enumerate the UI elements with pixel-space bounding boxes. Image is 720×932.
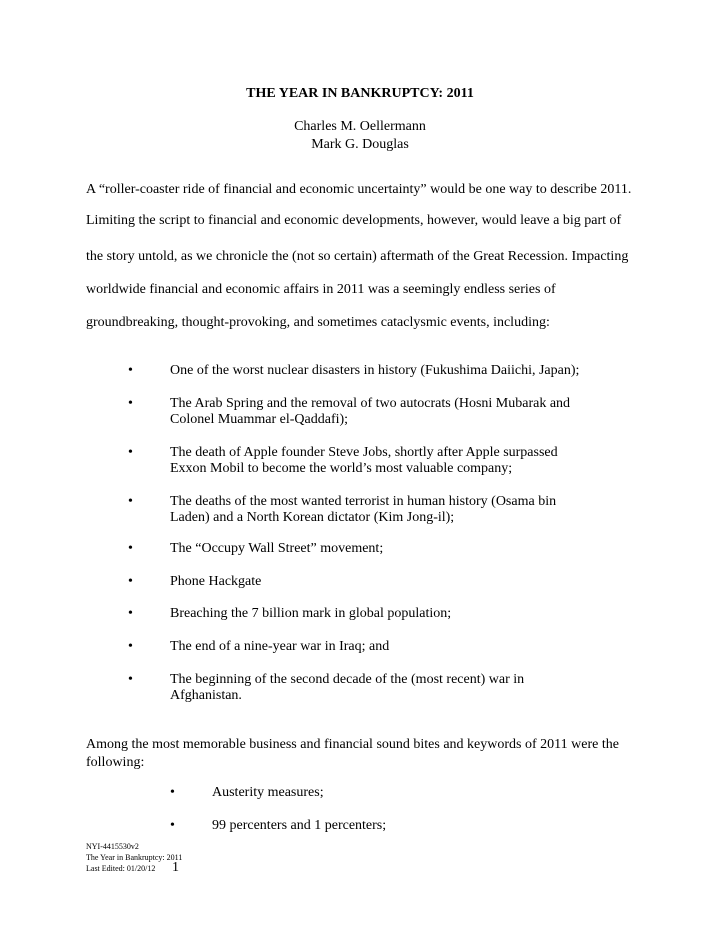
bullet-glyph: • xyxy=(128,445,133,460)
bullet-glyph: • xyxy=(128,672,133,687)
bullet-glyph: • xyxy=(128,574,133,589)
intro-paragraph-line: A “roller-coaster ride of financial and economic uncertainty” would be one way to describe 2011. xyxy=(86,182,632,197)
bullet-glyph: • xyxy=(170,818,175,833)
intro-paragraph-line: groundbreaking, thought-provoking, and sometimes cataclysmic events, including: xyxy=(86,315,550,330)
list-item-text: Laden) and a North Korean dictator (Kim Jong-il); xyxy=(170,510,455,525)
intro-paragraph-line: the story untold, as we chronicle the (not so certain) aftermath of the Great Recession. Impacting xyxy=(86,249,629,264)
bullet-glyph: • xyxy=(128,541,133,556)
bullet-glyph: • xyxy=(128,363,133,378)
author-name: Charles M. Oellermann xyxy=(294,119,426,134)
list-item-text: The beginning of the second decade of the (most recent) war in xyxy=(170,672,525,687)
intro-paragraph-line: worldwide financial and economic affairs in 2011 was a seemingly endless series of xyxy=(86,282,556,297)
list-item-text: Breaching the 7 billion mark in global population; xyxy=(170,606,452,621)
closing-paragraph: Among the most memorable business and financial sound bites and keywords of 2011 were the following: xyxy=(86,737,619,770)
footer-doc-title: The Year in Bankruptcy: 2011 xyxy=(86,853,183,862)
list-item-text: The “Occupy Wall Street” movement; xyxy=(170,541,384,556)
bullet-glyph: • xyxy=(170,785,175,800)
list-item-text: The deaths of the most wanted terrorist in human history (Osama bin xyxy=(170,494,557,509)
list-item-text: The Arab Spring and the removal of two autocrats (Hosni Mubarak and xyxy=(170,396,571,411)
list-item-text: Phone Hackgate xyxy=(170,574,262,589)
bullet-glyph: • xyxy=(128,494,133,509)
footer-doc-id: NYI-4415530v2 xyxy=(86,842,139,851)
list-item-text: Austerity measures; xyxy=(212,785,324,800)
bullet-glyph: • xyxy=(128,639,133,654)
list-item-text: Afghanistan. xyxy=(170,688,242,703)
list-item-text: The end of a nine-year war in Iraq; and xyxy=(170,639,390,654)
page-number: 1 xyxy=(172,860,179,875)
list-item-text: One of the worst nuclear disasters in history (Fukushima Daiichi, Japan); xyxy=(170,363,580,378)
bullet-glyph: • xyxy=(128,396,133,411)
intro-paragraph-line: Limiting the script to financial and economic developments, however, would leave a big part of xyxy=(86,213,622,228)
list-item-text: 99 percenters and 1 percenters; xyxy=(212,818,387,833)
document-title: THE YEAR IN BANKRUPTCY: 2011 xyxy=(246,86,474,101)
author-name: Mark G. Douglas xyxy=(311,137,409,152)
list-item-text: Colonel Muammar el-Qaddafi); xyxy=(170,412,349,427)
list-item-text: Exxon Mobil to become the world’s most valuable company; xyxy=(170,461,513,476)
list-item-text: The death of Apple founder Steve Jobs, shortly after Apple surpassed xyxy=(170,445,558,460)
footer-last-edited: Last Edited: 01/20/12 xyxy=(86,864,156,873)
bullet-glyph: • xyxy=(128,606,133,621)
